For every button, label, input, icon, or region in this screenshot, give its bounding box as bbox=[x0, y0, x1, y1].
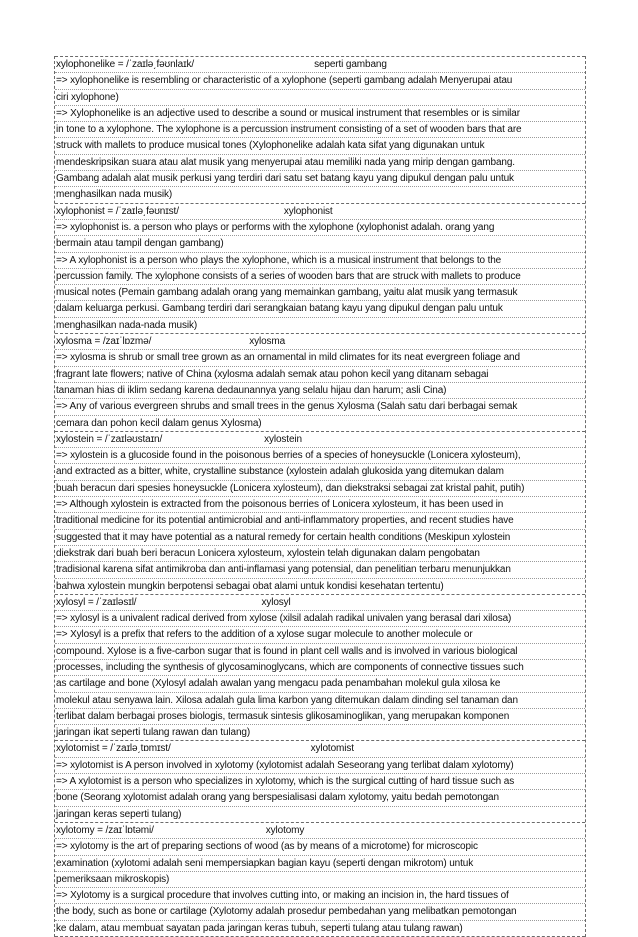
entry-translation: xylostein bbox=[264, 433, 302, 445]
entry-term: xylotomy = /zaɪˈlɒtəmi/ bbox=[56, 824, 154, 836]
entry-term: xylosma = /zaɪˈlɒzmə/ bbox=[56, 336, 152, 348]
entry-translation: xylophonist bbox=[283, 205, 333, 217]
entry-text-line: => A xylophonist is a person who plays the xylophone, which is a musical instrument that belongs to the bbox=[55, 253, 585, 269]
entry-text-line: suggested that it may have potential as a natural remedy for certain health conditions (Meskipun xylostein bbox=[55, 530, 585, 546]
entry-term: xylotomist = /ˈzaɪlə͵tɒmɪst/ bbox=[56, 743, 171, 755]
entry-text-line: bone (Seorang xylotomist adalah orang yang berspesialisasi dalam xylotomy, yaitu bedah pemotongan bbox=[55, 790, 585, 806]
entry-term: xylophonist = /ˈzaɪlə͵fəʊnɪst/ bbox=[56, 205, 179, 217]
entry-term: xylostein = /ˈzaɪləʊstaɪn/ bbox=[56, 433, 163, 445]
entry-text-line: Gambang adalah alat musik perkusi yang terdiri dari satu set batang kayu yang dipukul dengan palu untuk bbox=[55, 171, 585, 187]
entry-text-line: musical notes (Pemain gambang adalah orang yang memainkan gambang, yaitu alat musik yang termasuk bbox=[55, 285, 585, 301]
entry-text-line: molekul atau senyawa lain. Xilosa adalah gula lima karbon yang ditemukan dalam dinding sel tanaman dan bbox=[55, 693, 585, 709]
entry-text-line: examination (xylotomi adalah seni mempersiapkan bagian kayu (seperti dengan mikrotom) untuk bbox=[55, 856, 585, 872]
entry-text-line: terlibat dalam berbagai proses biologis, termasuk sintesis glikosaminoglikan, yang merupakan komponen bbox=[55, 709, 585, 725]
entry-text-line: menghasilkan nada musik) bbox=[56, 189, 173, 201]
entry-text-line: traditional medicine for its potential antimicrobial and anti-inflammatory properties, and recent studies have bbox=[55, 513, 585, 529]
entry-text-line: processes, including the synthesis of glycosaminoglycans, which are components of connective tissues such bbox=[55, 660, 585, 676]
entry-text-line: => xylophonist is. a person who plays or performs with the xylophone (xylophonist adalah. orang yang bbox=[55, 220, 585, 236]
entry-text-line: pemeriksaan mikroskopis) bbox=[55, 872, 585, 888]
entry-text-line: dalam keluarga perkusi. Gambang terdiri dari serangkaian batang kayu yang dipukul dengan palu untuk bbox=[55, 301, 585, 317]
entry-text-line: the body, such as bone or cartilage (Xylotomy adalah prosedur pembedahan yang melibatkan pemotongan bbox=[55, 904, 585, 920]
entry-text-line: cemara dan pohon kecil dalam genus Xylosma) bbox=[56, 417, 262, 429]
entry-text-line: jaringan ikat seperti tulang rawan dan tulang) bbox=[56, 727, 251, 739]
entry-text-line: => xylotomy is the art of preparing sections of wood (as by means of a microtome) for microscopic bbox=[55, 839, 585, 855]
entry-term: xylophonelike = /ˈzaɪlə͵fəʊnlaɪk/ bbox=[56, 59, 195, 70]
entry-text-line: => Xylosyl is a prefix that refers to the addition of a xylose sugar molecule to another molecule or bbox=[55, 627, 585, 643]
entry-text-line: buah beracun dari spesies honeysuckle (Lonicera xylosteum), dan diekstraksi sebagai zat kristal pahit, putih) bbox=[55, 481, 585, 497]
dictionary-entry bbox=[55, 203, 585, 333]
entry-text-line: => xylosyl is a univalent radical derived from xylose (xilsil adalah radikal univalen yang berasal dari xilosa) bbox=[55, 611, 585, 627]
entry-text-line: menghasilkan nada-nada musik) bbox=[56, 319, 198, 331]
dictionary-entry bbox=[55, 56, 585, 203]
entry-text-line: => Xylophonelike is an adjective used to describe a sound or musical instrument that resembles or is similar bbox=[55, 106, 585, 122]
dictionary-entry bbox=[55, 594, 585, 741]
entry-header bbox=[55, 432, 585, 448]
entry-text-line: diekstrak dari buah beri beracun Lonicera xylosteum, xylostein telah digunakan dalam pengobatan bbox=[55, 546, 585, 562]
entry-text-line: in tone to a xylophone. The xylophone is a percussion instrument consisting of a set of wooden bars that are bbox=[55, 122, 585, 138]
entry-translation: xylosma bbox=[249, 336, 286, 348]
entry-header bbox=[55, 334, 585, 350]
entry-text-line: as cartilage and bone (Xylosyl adalah awalan yang mengacu pada penambahan molekul gula xilosa ke bbox=[55, 676, 585, 692]
entry-text-line: => xylotomist is A person involved in xylotomy (xylotomist adalah Seseorang yang terlibat dalam xylotomy) bbox=[55, 758, 585, 774]
entry-text-line: struck with mallets to produce musical tones (Xylophonelike adalah kata sifat yang digunakan untuk bbox=[55, 138, 585, 154]
entry-text-line: ciri xylophone) bbox=[55, 90, 585, 106]
entry-term: xylosyl = /ˈzaɪləsɪl/ bbox=[56, 596, 137, 608]
entry-text-line: => Xylotomy is a surgical procedure that involves cutting into, or making an incision in, the hard tissues of bbox=[55, 888, 585, 904]
entry-translation: xylosyl bbox=[261, 596, 291, 608]
dictionary-entry bbox=[55, 333, 585, 431]
entry-text-line: => Any of various evergreen shrubs and small trees in the genus Xylosma (Salah satu dari berbagai semak bbox=[55, 399, 585, 415]
entry-text-line: => Although xylostein is extracted from the poisonous berries of Lonicera xylosteum, it has been used in bbox=[55, 497, 585, 513]
entry-header bbox=[55, 595, 585, 611]
entry-text-line: => xylophonelike is resembling or characteristic of a xylophone (seperti gambang adalah Menyerupai atau bbox=[55, 73, 585, 89]
entry-header bbox=[55, 57, 585, 73]
entry-header bbox=[55, 823, 585, 839]
entry-text-line: => xylosma is shrub or small tree grown as an ornamental in mild climates for its neat evergreen foliage and bbox=[55, 350, 585, 366]
entry-text-line: fragrant late flowers; native of China (xylosma adalah semak atau pohon kecil yang ditanam sebagai bbox=[55, 367, 585, 383]
dictionary-entry bbox=[55, 431, 585, 594]
entry-translation: xylotomy bbox=[265, 824, 305, 836]
entry-translation: xylotomist bbox=[310, 743, 354, 755]
entry-text-line: jaringan keras seperti tulang) bbox=[56, 808, 182, 820]
entry-text-line: bermain atau tampil dengan gambang) bbox=[55, 236, 585, 252]
dictionary-entry bbox=[55, 822, 585, 937]
entry-text-line: => xylostein is a glucoside found in the poisonous berries of a species of honeysuckle (Lonicera xylosteum), bbox=[55, 448, 585, 464]
entry-text-line: => A xylotomist is a person who specializes in xylotomy, which is the surgical cutting of hard tissue such as bbox=[55, 774, 585, 790]
dictionary-document bbox=[54, 56, 586, 937]
entry-text-line: and extracted as a bitter, white, crystalline substance (xylostein adalah glukosida yang ditemukan dalam bbox=[55, 464, 585, 480]
entry-text-line: tanaman hias di iklim sedang karena dedaunannya yang selalu hijau dan harum; asli Cina) bbox=[55, 383, 585, 399]
entry-text-line: tradisional karena sifat antimikroba dan anti-inflamasi yang potensial, dan penelitian terbaru menunjukkan bbox=[55, 562, 585, 578]
entry-header bbox=[55, 741, 585, 757]
entry-header bbox=[55, 204, 585, 220]
entry-text-line: percussion family. The xylophone consists of a series of wooden bars that are struck with mallets to produce bbox=[55, 269, 585, 285]
entry-translation: seperti gambang bbox=[314, 59, 387, 70]
dictionary-entry bbox=[55, 740, 585, 821]
entry-text-line: bahwa xylostein mungkin berpotensi sebagai obat alami untuk kondisi kesehatan tertentu) bbox=[56, 580, 444, 592]
entry-text-line: compound. Xylose is a five-carbon sugar that is found in plant cell walls and is involved in various biological bbox=[55, 644, 585, 660]
entry-text-line: mendeskripsikan suara atau alat musik yang menyerupai atau memiliki nada yang mirip dengan gambang. bbox=[55, 155, 585, 171]
entry-text-line: ke dalam, atau membuat sayatan pada jaringan keras tubuh, seperti tulang atau tulang rawan) bbox=[56, 922, 463, 934]
